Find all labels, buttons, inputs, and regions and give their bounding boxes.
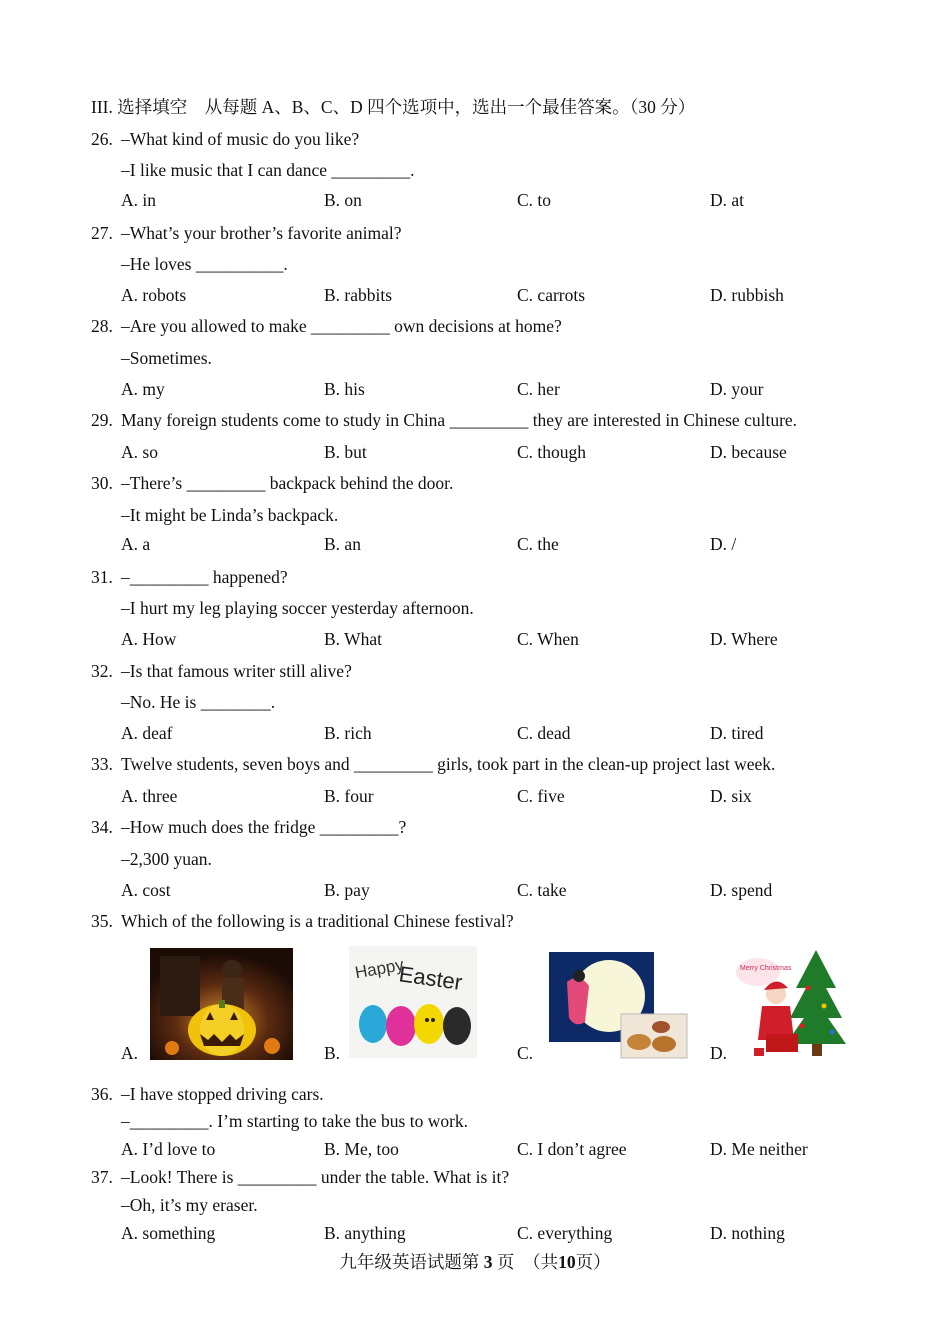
option-d[interactable]: D. tired <box>710 723 764 743</box>
option-a[interactable]: A. I’d love to <box>121 1139 216 1159</box>
option-b[interactable]: B. four <box>324 786 374 806</box>
question-line: –Are you allowed to make _________ own decisions at home? <box>121 316 562 336</box>
option-c[interactable]: C. everything <box>517 1223 613 1243</box>
option-d[interactable]: D. spend <box>710 880 773 900</box>
question-number: 34. <box>91 817 113 837</box>
question-number: 32. <box>91 661 113 681</box>
question-line: –No. He is ________. <box>121 692 276 712</box>
question-line: Many foreign students come to study in China _________ they are interested in Chinese culture. <box>121 410 798 430</box>
option-c[interactable]: C. When <box>517 629 579 649</box>
option-b[interactable]: B. rabbits <box>324 285 393 305</box>
option-d[interactable]: D. Where <box>710 629 778 649</box>
question-line: –What’s your brother’s favorite animal? <box>121 223 402 243</box>
option-d[interactable]: D. rubbish <box>710 285 784 305</box>
question-number: 37. <box>91 1167 113 1187</box>
question-line: –He loves __________. <box>121 254 288 274</box>
option-b[interactable]: B. rich <box>324 723 372 743</box>
option-a[interactable]: A. so <box>121 442 158 462</box>
question-line: –How much does the fridge _________? <box>121 817 407 837</box>
option-a[interactable]: A. my <box>121 379 165 399</box>
easter-text: Easter <box>397 961 464 995</box>
option-c[interactable]: C. dead <box>517 723 571 743</box>
option-d[interactable]: D. at <box>710 190 745 210</box>
footer-total-pages: 10 <box>558 1252 576 1272</box>
option-c[interactable]: C. I don’t agree <box>517 1139 627 1159</box>
option-d[interactable]: D. your <box>710 379 764 399</box>
option-b[interactable]: B. pay <box>324 880 370 900</box>
question-line: –It might be Linda’s backpack. <box>121 505 339 525</box>
option-b[interactable]: B. but <box>324 442 367 462</box>
option-a[interactable]: A. <box>121 1043 139 1063</box>
question-line: –_________ happened? <box>121 567 288 587</box>
mid-autumn-picture[interactable] <box>549 952 689 1060</box>
option-d[interactable]: D. <box>710 1043 728 1063</box>
section-title: III. 选择填空 从每题 A、B、C、D 四个选项中，选出一个最佳答案。（30 分） <box>91 97 696 117</box>
option-a[interactable]: A. cost <box>121 880 171 900</box>
option-c[interactable]: C. five <box>517 786 565 806</box>
question-line: Which of the following is a traditional Chinese festival? <box>121 911 514 931</box>
question-line: –I like music that I can dance _________. <box>121 160 415 180</box>
question-number: 29. <box>91 410 113 430</box>
question-line: –_________. I’m starting to take the bus to work. <box>121 1111 469 1131</box>
option-c[interactable]: C. the <box>517 534 559 554</box>
option-a[interactable]: A. a <box>121 534 151 554</box>
question-line: –Is that famous writer still alive? <box>121 661 352 681</box>
question-line: –Oh, it’s my eraser. <box>121 1195 258 1215</box>
question-line: –I have stopped driving cars. <box>121 1084 324 1104</box>
question-line: –Look! There is _________ under the table. What is it? <box>121 1167 510 1187</box>
question-number: 26. <box>91 129 113 149</box>
question-number: 35. <box>91 911 113 931</box>
option-b[interactable]: B. Me, too <box>324 1139 399 1159</box>
question-line: –What kind of music do you like? <box>121 129 360 149</box>
option-a[interactable]: A. three <box>121 786 178 806</box>
merry-christmas-text: Merry Christmas <box>740 965 792 972</box>
question-number: 36. <box>91 1084 113 1104</box>
option-c[interactable]: C. <box>517 1043 534 1063</box>
option-b[interactable]: B. his <box>324 379 365 399</box>
option-c[interactable]: C. take <box>517 880 567 900</box>
option-a[interactable]: A. robots <box>121 285 187 305</box>
question-line: Twelve students, seven boys and _________ girls, took part in the clean-up project last week. <box>121 754 776 774</box>
option-d[interactable]: D. nothing <box>710 1223 785 1243</box>
question-number: 28. <box>91 316 113 336</box>
happy-text: Happy <box>353 955 406 983</box>
question-line: –Sometimes. <box>121 348 212 368</box>
question-number: 33. <box>91 754 113 774</box>
option-b[interactable]: B. What <box>324 629 383 649</box>
option-d[interactable]: D. / <box>710 534 737 554</box>
option-a[interactable]: A. something <box>121 1223 216 1243</box>
easter-picture[interactable] <box>349 946 477 1058</box>
question-number: 31. <box>91 567 113 587</box>
option-b[interactable]: B. on <box>324 190 362 210</box>
footer-suffix: 页） <box>575 1252 611 1272</box>
option-b[interactable]: B. <box>324 1043 341 1063</box>
option-c[interactable]: C. carrots <box>517 285 586 305</box>
christmas-picture[interactable] <box>736 948 848 1060</box>
option-b[interactable]: B. anything <box>324 1223 406 1243</box>
option-c[interactable]: C. though <box>517 442 587 462</box>
option-d[interactable]: D. Me neither <box>710 1139 808 1159</box>
option-d[interactable]: D. because <box>710 442 787 462</box>
option-a[interactable]: A. in <box>121 190 156 210</box>
footer-mid: 页 （共 <box>496 1252 559 1272</box>
halloween-picture[interactable] <box>150 948 293 1060</box>
option-c[interactable]: C. her <box>517 379 560 399</box>
option-d[interactable]: D. six <box>710 786 752 806</box>
question-line: –2,300 yuan. <box>121 849 212 869</box>
option-a[interactable]: A. How <box>121 629 177 649</box>
question-number: 27. <box>91 223 113 243</box>
option-b[interactable]: B. an <box>324 534 361 554</box>
footer-page-number: 3 <box>483 1252 493 1272</box>
question-line: –I hurt my leg playing soccer yesterday afternoon. <box>121 598 474 618</box>
footer-prefix: 九年级英语试题第 <box>339 1252 480 1272</box>
question-number: 30. <box>91 473 113 493</box>
option-c[interactable]: C. to <box>517 190 552 210</box>
page-footer <box>0 1249 950 1274</box>
option-a[interactable]: A. deaf <box>121 723 173 743</box>
question-line: –There’s _________ backpack behind the door. <box>121 473 454 493</box>
